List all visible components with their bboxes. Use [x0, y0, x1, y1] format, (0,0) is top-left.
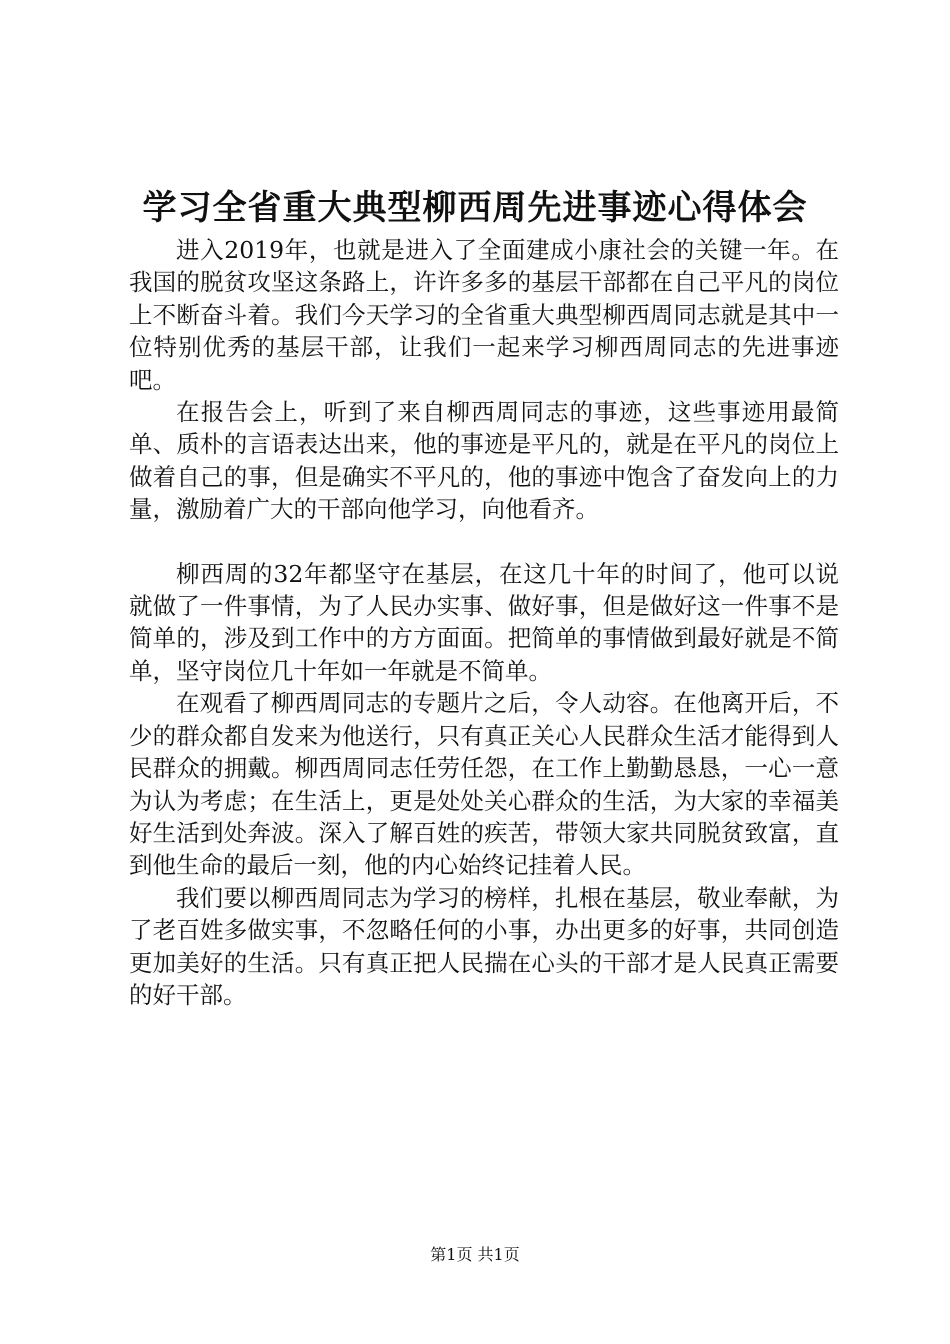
paragraph-report-meeting: 在报告会上，听到了来自柳西周同志的事迹，这些事迹用最简单、质朴的言语表达出来，他的事迹是平凡的，就是在平凡的岗位上做着自己的事，但是确实不平凡的，他的事迹中饱含了奋发向上的力量，激励着广大的干部向他学习，向他看齐。: [129, 398, 839, 524]
page-number: 第1页 共1页: [430, 1245, 520, 1264]
paragraph-conclusion: 我们要以柳西周同志为学习的榜样，扎根在基层，敬业奉献，为了老百姓多做实事，不忽略任何的小事，办出更多的好事，共同创造更加美好的生活。只有真正把人民揣在心头的干部才是人民真正需要的好干部。: [129, 883, 839, 1009]
paragraph-grassroots-years: 柳西周的32年都坚守在基层，在这几十年的时间了，他可以说就做了一件事情，为了人民办实事、做好事，但是做好这一件事不是简单的，涉及到工作中的方方面面。把简单的事情做到最好就是不简单，坚守岗位几十年如一年就是不简单。: [129, 559, 839, 685]
paragraph-documentary: 在观看了柳西周同志的专题片之后，令人动容。在他离开后，不少的群众都自发来为他送行，只有真正关心人民群众生活才能得到人民群众的拥戴。柳西周同志任劳任怨，在工作上勤勤恳恳，一心一意为认为考虑；在生活上，更是处处关心群众的生活，为大家的幸福美好生活到处奔波。深入了解百姓的疾苦，带领大家共同脱贫致富，直到他生命的最后一刻，他的内心始终记挂着人民。: [129, 689, 839, 880]
paragraph-intro: 进入2019年，也就是进入了全面建成小康社会的关键一年。在我国的脱贫攻坚这条路上，许许多多的基层干部都在自己平凡的岗位上不断奋斗着。我们今天学习的全省重大典型柳西周同志就是其中一位特别优秀的基层干部，让我们一起来学习柳西周同志的先进事迹吧。: [129, 236, 839, 394]
document-body: [129, 234, 839, 1011]
page-title: 学习全省重大典型柳西周先进事迹心得体会: [142, 188, 808, 228]
